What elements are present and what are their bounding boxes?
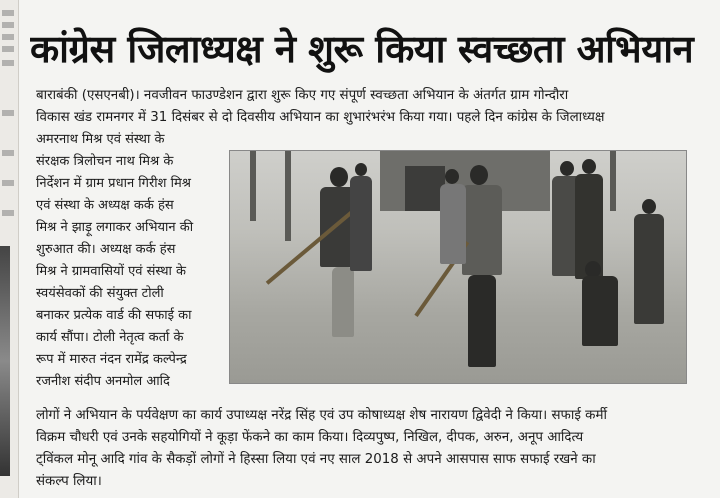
intro-line-2: विकास खंड रामनगर में 31 दिसंबर से दो दिवसीय अभियान का शुभारंभरंभ किया गया। पहले दिन कांग्रेस के जिलाध्यक्ष (36, 110, 605, 125)
column-line: मिश्र ने झाड़ू लगाकर अभियान की (36, 220, 194, 235)
bottom-line-2: विक्रम चौधरी एवं उनके सहयोगियों ने कूड़ा फेंकने का काम किया। दिव्यपुष्प, निखिल, दीपक, अरुन, अनूप आदित्य (36, 430, 584, 445)
column-line: अमरनाथ मिश्र एवं संस्था के (36, 132, 165, 147)
column-line: शुरुआत की। अध्यक्ष कर्क हंस (36, 242, 176, 257)
column-line: रूप में मारुत नंदन रामेंद्र कल्पेन्द्र (36, 352, 187, 367)
column-line: बनाकर प्रत्येक वार्ड की सफाई का (36, 308, 192, 323)
column-line: कार्य सौंपा। टोली नेतृत्व कर्ता के (36, 330, 184, 345)
column-line: एवं संस्था के अध्यक्ष कर्क हंस (36, 198, 174, 213)
column-line: संरक्षक त्रिलोचन नाथ मिश्र के (36, 154, 174, 169)
column-line: स्वयंसेवकों की संयुक्त टोली (36, 286, 164, 301)
column-line: रजनीश संदीप अनमोल आदि (36, 374, 170, 389)
column-line: निर्देशन में ग्राम प्रधान गिरीश मिश्र (36, 176, 191, 191)
headline: कांग्रेस जिलाध्यक्ष ने शुरू किया स्वच्छता अभियान (30, 27, 694, 71)
bottom-line-1: लोगों ने अभियान के पर्यवेक्षण का कार्य उपाध्यक्ष नरेंद्र सिंह एवं उप कोषाध्यक्ष शेष नारायण द्विवेदी ने किया। सफाई कर्मी (36, 408, 607, 423)
bottom-line-3: ट्विंकल मोनू आदि गांव के सैकड़ों लोगों ने हिस्सा लिया एवं नए साल 2018 से अपने आसपास साफ सफाई रखने का (36, 452, 596, 467)
intro-line-1: बाराबंकी (एसएनबी)। नवजीवन फाउण्डेशन द्वारा शुरू किए गए संपूर्ण स्वच्छता अभियान के अंतर्गत ग्राम गोन्दौरा (36, 88, 569, 103)
bottom-line-4: संकल्प लिया। (36, 474, 102, 489)
adjacent-column-edge (0, 0, 19, 498)
news-photo (229, 150, 687, 384)
column-line: मिश्र ने ग्रामवासियों एवं संस्था के (36, 264, 187, 279)
